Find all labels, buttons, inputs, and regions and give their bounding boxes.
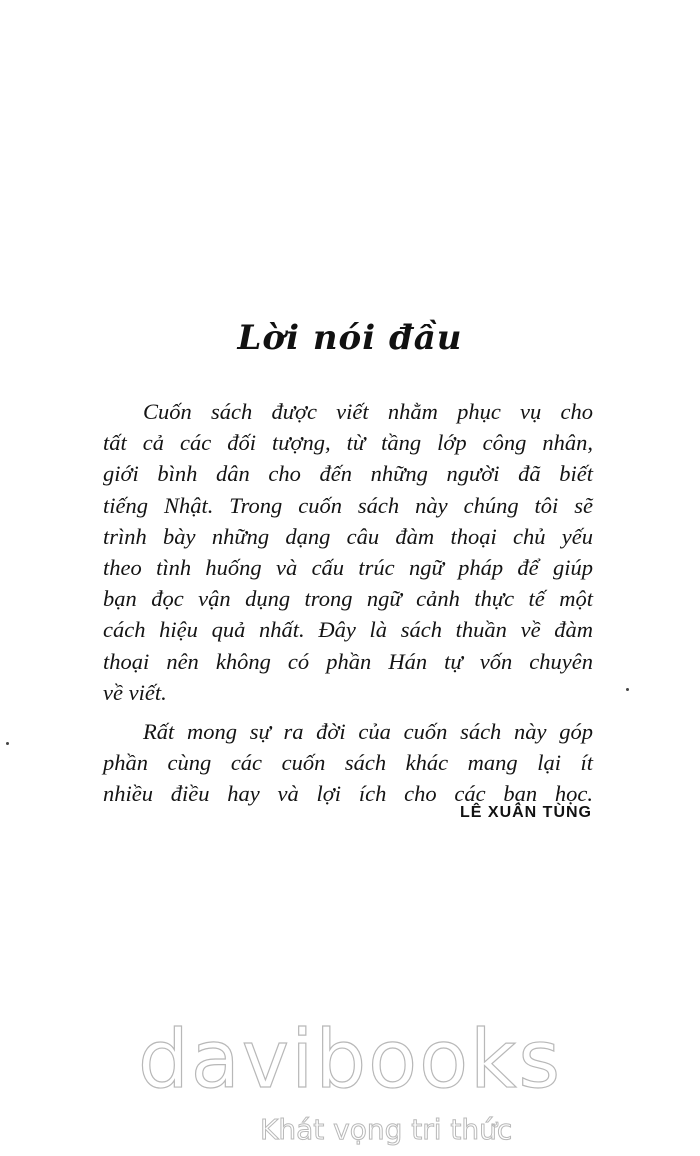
paragraph-gap — [103, 708, 593, 716]
scan-speck — [626, 688, 629, 691]
paragraph-1 — [103, 396, 593, 708]
text-line: phần cùng các cuốn sách khác mang lại ít — [103, 750, 593, 776]
text-line: về viết. — [103, 679, 167, 705]
watermark-tagline: Khát vọng tri thức — [260, 1113, 513, 1146]
text-line: thoại nên không có phần Hán tự vốn chuyên — [103, 648, 593, 674]
text-line: tất cả các đối tượng, từ tầng lớp công nhân, — [103, 430, 593, 456]
text-line: theo tình huống và cấu trúc ngữ pháp để giúp — [103, 555, 593, 581]
text-line: giới bình dân cho đến những người đã biết — [103, 461, 593, 487]
author-signature: LÊ XUÂN TÙNG — [460, 804, 592, 821]
text-line: Rất mong sự ra đời của cuốn sách này góp — [143, 719, 593, 745]
text-line: Cuốn sách được viết nhằm phục vụ cho — [143, 399, 593, 424]
preface-body — [103, 396, 593, 810]
scan-speck — [6, 742, 9, 745]
text-line: tiếng Nhật. Trong cuốn sách này chúng tôi sẽ — [103, 492, 593, 518]
watermark-brand: davibooks — [137, 1013, 563, 1106]
paragraph-2 — [103, 716, 593, 810]
text-line: cách hiệu quả nhất. Đây là sách thuần về đàm — [103, 617, 593, 643]
text-line: trình bày những dạng câu đàm thoại chủ yếu — [103, 523, 593, 549]
text-line: nhiều điều hay và lợi ích cho các bạn học. — [103, 781, 593, 807]
text-line: bạn đọc vận dụng trong ngữ cảnh thực tế một — [103, 586, 593, 612]
page-title: Lời nói đầu — [237, 318, 463, 358]
